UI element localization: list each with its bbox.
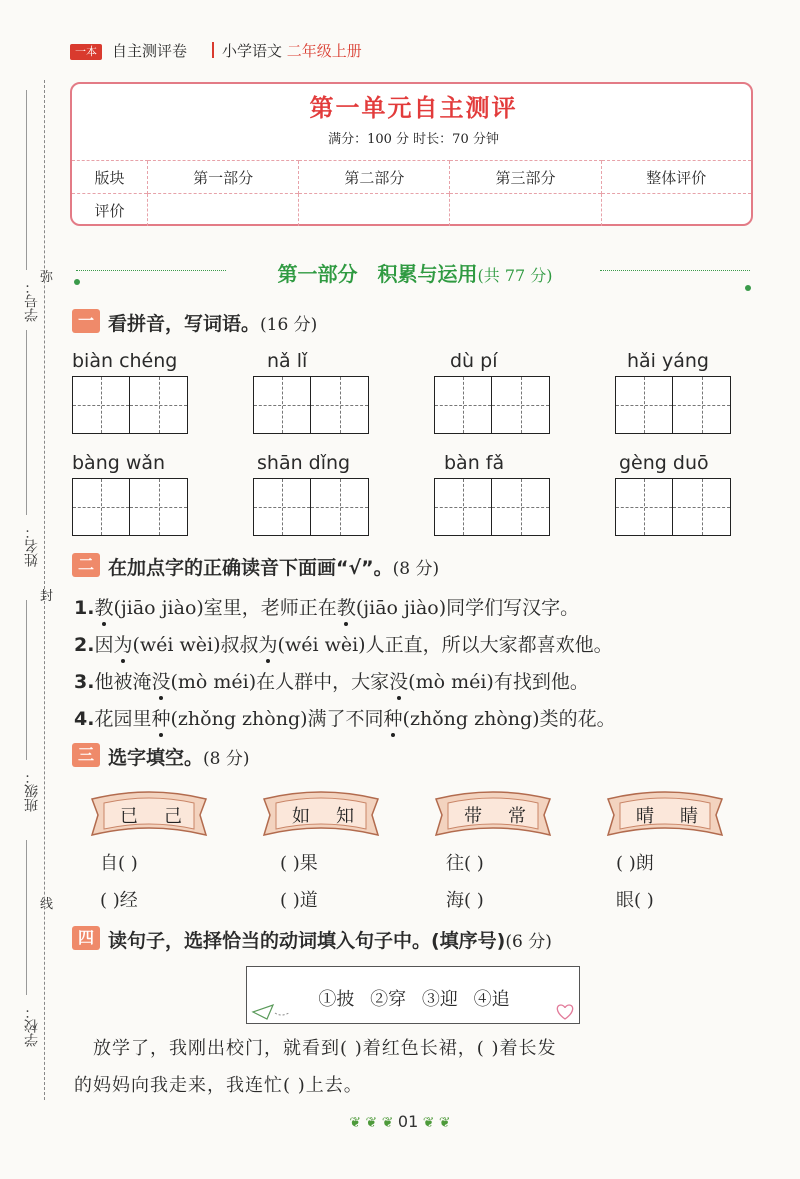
writing-cell[interactable] [673, 478, 731, 536]
writing-cell[interactable] [253, 478, 311, 536]
q1-title [108, 309, 317, 336]
fill-blank[interactable]: ( )道 [280, 890, 318, 911]
writing-grid [434, 478, 550, 536]
q3-points: (8 分) [203, 749, 250, 769]
fill-blank[interactable]: ( )经 [100, 890, 138, 911]
score-cell-overall[interactable] [601, 194, 751, 227]
sprig-icon: ❦ ❦ ❦ [349, 1115, 398, 1131]
section-title-text: 第一部分 积累与运用 [277, 262, 478, 286]
section-dot-left [74, 279, 80, 285]
score-table [72, 160, 751, 226]
header-divider [212, 42, 214, 58]
student-id-field[interactable] [26, 90, 27, 270]
pinyin-label: bàn fǎ [444, 452, 505, 474]
fill-blank[interactable]: 自( ) [100, 853, 138, 874]
score-table-header [72, 161, 751, 194]
sprig-icon: ❦ ❦ [418, 1115, 451, 1131]
writing-cell[interactable] [311, 376, 369, 434]
writing-grid [72, 376, 188, 434]
q1-title-text: 看拼音，写词语。 [108, 313, 261, 335]
class-label: 班级： [24, 770, 40, 812]
q2-points: (8 分) [392, 559, 440, 579]
item-text[interactable]: (mò méi)在人群中，大家 [170, 671, 390, 693]
writing-cell[interactable] [434, 376, 492, 434]
fill-blank[interactable]: ( )朗 [616, 853, 654, 874]
pinyin-label: gèng duō [619, 452, 709, 474]
writing-grid [72, 478, 188, 536]
scroll-char: 带 [464, 806, 482, 827]
writing-cell[interactable] [311, 478, 369, 536]
score-row-label: 评价 [72, 194, 148, 227]
exam-meta: 满分：100 分 时长：70 分钟 [328, 132, 499, 147]
item-text: 他被淹 [94, 671, 152, 693]
scroll-char: 晴 [636, 806, 654, 827]
series-title: 自主测评卷 [112, 42, 188, 60]
q2-item-1 [74, 593, 579, 620]
item-number: 4. [74, 708, 95, 730]
q4-points: (6 分) [505, 932, 552, 952]
writing-grid [253, 478, 369, 536]
scroll-char: 知 [336, 806, 354, 827]
q2-title-text: 在加点字的正确读音下面画“√”。 [108, 557, 393, 579]
item-text: 花园里 [94, 708, 152, 730]
writing-cell[interactable] [130, 478, 188, 536]
scroll-shape [256, 785, 386, 845]
score-header-cell: 第三部分 [450, 161, 601, 194]
scroll-banner-1 [84, 785, 214, 845]
q4-paragraph-line-2[interactable]: 的妈妈向我走来，我连忙( )上去。 [74, 1075, 363, 1096]
writing-grid [615, 478, 731, 536]
scroll-banner-3 [428, 785, 558, 845]
score-cell-part1[interactable] [148, 194, 299, 227]
score-header-cell: 第二部分 [299, 161, 450, 194]
paper-plane-icon [251, 1003, 291, 1021]
dotted-char: 为 [258, 634, 278, 656]
dotted-char: 种 [383, 708, 403, 730]
heart-icon [553, 1003, 577, 1021]
seal-char-mi: 弥 [40, 270, 54, 285]
score-header-cell: 版块 [72, 161, 148, 194]
writing-cell[interactable] [673, 376, 731, 434]
q1-badge: 一 [72, 309, 100, 333]
q4-paragraph-line-1[interactable]: 放学了，我刚出校门，就看到( )着红色长裙，( )着长发 [74, 1038, 557, 1059]
q4-badge: 四 [72, 926, 100, 950]
writing-grid [615, 376, 731, 434]
score-cell-part2[interactable] [299, 194, 450, 227]
pinyin-label: dù pí [450, 350, 498, 372]
section-divider-left [76, 270, 226, 271]
pinyin-label: hǎi yáng [627, 350, 709, 372]
writing-cell[interactable] [615, 478, 673, 536]
writing-grid [434, 376, 550, 434]
scroll-shape [84, 785, 214, 845]
exam-title: 第一单元自主测评 [309, 94, 518, 122]
writing-cell[interactable] [253, 376, 311, 434]
grade-label: 二年级上册 [286, 42, 362, 60]
scroll-char: 如 [292, 806, 310, 827]
writing-cell[interactable] [130, 376, 188, 434]
q4-title-text: 读句子，选择恰当的动词填入句子中。(填序号) [108, 930, 506, 952]
page-footer [300, 1112, 500, 1131]
item-text[interactable]: (wéi wèi)人正直，所以大家都喜欢他。 [277, 634, 613, 656]
options-text: ①披 ②穿 ③迎 ④追 [318, 989, 510, 1010]
writing-cell[interactable] [434, 478, 492, 536]
item-number: 3. [74, 671, 95, 693]
writing-grid [253, 376, 369, 434]
pinyin-label: biàn chéng [72, 350, 178, 372]
scroll-banner-4 [600, 785, 730, 845]
name-field[interactable] [26, 330, 27, 515]
item-text[interactable]: (jiāo jiào)同学们写汉字。 [355, 597, 580, 619]
writing-cell[interactable] [72, 376, 130, 434]
item-text[interactable]: (jiāo jiào)室里，老师正在 [113, 597, 337, 619]
scroll-char: 常 [508, 806, 526, 827]
dotted-char: 教 [94, 597, 114, 619]
page-number: 01 [397, 1112, 419, 1131]
scroll-shape [600, 785, 730, 845]
fill-blank[interactable]: 往( ) [446, 853, 484, 874]
dotted-char: 没 [389, 671, 409, 693]
brand-logo: 一本 [70, 44, 102, 60]
q2-item-4 [74, 704, 616, 731]
scroll-char: 睛 [680, 806, 698, 827]
q2-badge: 二 [72, 553, 100, 577]
fill-blank[interactable]: 眼( ) [616, 890, 654, 911]
section-title [230, 258, 600, 287]
pinyin-label: nǎ lǐ [267, 350, 308, 372]
section-divider-right [600, 270, 750, 271]
item-text: 因 [94, 634, 114, 656]
scroll-shape [428, 785, 558, 845]
seal-char-feng: 封 [40, 589, 54, 604]
student-id-label: 学号： [24, 280, 40, 322]
q2-title [108, 553, 439, 580]
score-box [70, 82, 753, 226]
score-header-cell: 整体评价 [601, 161, 751, 194]
dotted-char: 没 [151, 671, 171, 693]
item-text[interactable]: (wéi wèi)叔叔 [132, 634, 259, 656]
q4-title [108, 926, 552, 953]
subject-label: 小学语文 [222, 42, 283, 60]
writing-cell[interactable] [492, 478, 550, 536]
name-label: 姓名： [24, 525, 40, 567]
scroll-banner-2 [256, 785, 386, 845]
score-cell-part3[interactable] [450, 194, 601, 227]
writing-cell[interactable] [72, 478, 130, 536]
scroll-char: 已 [120, 806, 138, 827]
score-header-cell: 第一部分 [148, 161, 299, 194]
seal-char-xian: 线 [40, 897, 54, 912]
school-label: 学校： [24, 1005, 40, 1047]
class-field[interactable] [26, 600, 27, 760]
header-subject [222, 40, 362, 61]
writing-cell[interactable] [615, 376, 673, 434]
item-number: 2. [74, 634, 95, 656]
q3-title-text: 选字填空。 [108, 747, 204, 769]
q1-points: (16 分) [260, 315, 318, 335]
q3-title [108, 743, 250, 770]
section-points: (共 77 分) [477, 266, 553, 285]
dotted-char: 为 [113, 634, 133, 656]
q2-item-2 [74, 630, 613, 657]
school-field[interactable] [26, 840, 27, 995]
dotted-char: 教 [336, 597, 356, 619]
q3-badge: 三 [72, 743, 100, 767]
score-table-row [72, 194, 751, 227]
fill-blank[interactable]: 海( ) [446, 890, 484, 911]
writing-cell[interactable] [492, 376, 550, 434]
scroll-char: 己 [164, 806, 182, 827]
item-number: 1. [74, 597, 95, 619]
pinyin-label: bàng wǎn [72, 452, 166, 474]
item-text[interactable]: (mò méi)有找到他。 [408, 671, 589, 693]
fill-blank[interactable]: ( )果 [280, 853, 318, 874]
options-box [246, 966, 580, 1024]
item-text[interactable]: (zhǒng zhòng)满了不同 [170, 708, 384, 730]
q2-item-3 [74, 667, 589, 694]
dotted-char: 种 [151, 708, 171, 730]
section-dot-right [745, 285, 751, 291]
pinyin-label: shān dǐng [257, 452, 351, 474]
item-text[interactable]: (zhǒng zhòng)类的花。 [402, 708, 616, 730]
